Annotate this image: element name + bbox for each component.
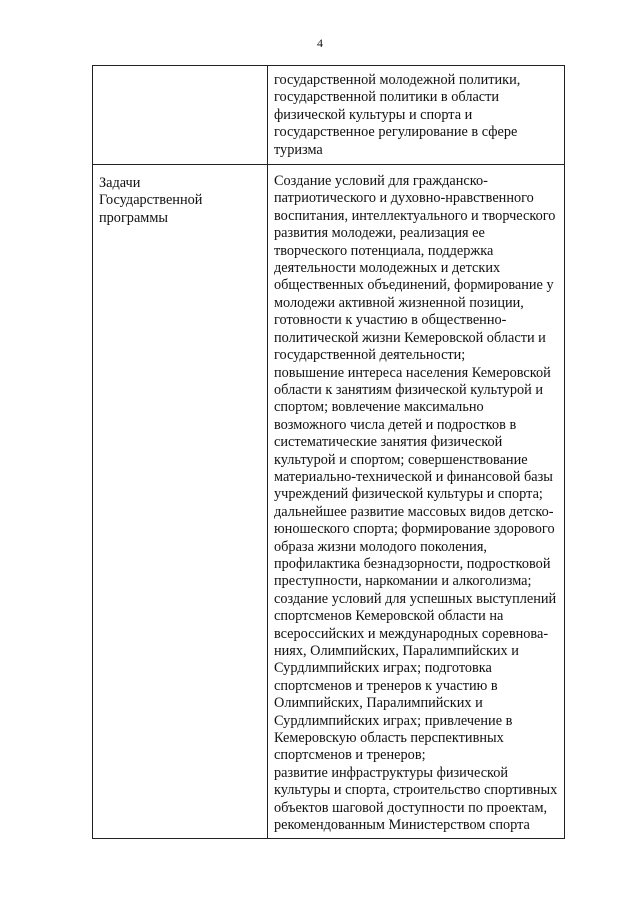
text-line: государственное регулирование в сфере bbox=[274, 124, 518, 141]
text-line: развитие инфраструктуры физической bbox=[274, 764, 509, 781]
text-line: учреждений физической культуры и спорта; bbox=[274, 486, 543, 503]
text-line: культуры и спорта, строительство спортивных bbox=[274, 782, 558, 799]
program-passport-table bbox=[92, 65, 565, 839]
table-row bbox=[93, 66, 565, 165]
text-line: Кемеровскую область перспективных bbox=[274, 730, 504, 747]
text-line: области к занятиям физической культурой и bbox=[274, 381, 544, 398]
row-value-cell bbox=[268, 66, 565, 165]
text-line: ниях, Олимпийских, Паралимпийских и bbox=[274, 643, 519, 659]
text-line: объектов шаговой доступности по проектам, bbox=[274, 799, 548, 816]
text-line: государственной политики в области bbox=[274, 89, 500, 106]
text-line: государственной молодежной политики, bbox=[274, 72, 521, 88]
text-line: молодежи активной жизненной позиции, bbox=[274, 294, 524, 311]
text-line: государственной деятельности; bbox=[274, 347, 466, 364]
text-line: спортсменов и тренеров; bbox=[274, 747, 426, 764]
text-line: воспитания, интеллектуального и творческого bbox=[274, 207, 556, 224]
text-line: спортсменов и тренеров к участию в bbox=[274, 677, 498, 694]
text-line: Сурдлимпийских играх; привлечение в bbox=[274, 712, 513, 729]
text-line: всероссийских и международных соревнова- bbox=[274, 625, 549, 642]
text-line: Создание условий для гражданско- bbox=[274, 173, 488, 190]
text-line: культурой и спортом; совершенствование bbox=[274, 451, 528, 468]
label-line: Государственной bbox=[99, 192, 203, 209]
text-line: развития молодежи, реализация ее bbox=[274, 225, 485, 242]
text-line: создание условий для успешных выступлений bbox=[274, 590, 557, 607]
text-line: образа жизни молодого поколения, bbox=[274, 538, 487, 555]
text-line: Сурдлимпийских играх; подготовка bbox=[274, 660, 492, 677]
text-line: Олимпийских, Паралимпийских и bbox=[274, 695, 483, 712]
label-line: программы bbox=[99, 209, 169, 226]
text-line: спортом; вовлечение максимально bbox=[274, 399, 484, 416]
label-line: Задачи bbox=[99, 175, 141, 192]
text-line: рекомендованным Министерством спорта bbox=[274, 817, 530, 834]
text-line: физической культуры и спорта и bbox=[274, 106, 473, 123]
row-label-cell bbox=[93, 165, 268, 839]
text-line: юношеского спорта; формирование здорового bbox=[274, 521, 555, 538]
text-line: повышение интереса населения Кемеровской bbox=[274, 364, 551, 381]
text-line: преступности, наркомании и алкоголизма; bbox=[274, 573, 532, 590]
page-number: 4 bbox=[317, 36, 323, 50]
text-line: деятельности молодежных и детских bbox=[274, 260, 501, 277]
text-line: общественных объединений, формирование у bbox=[274, 277, 554, 294]
text-line: дальнейшее развитие массовых видов детско- bbox=[274, 503, 554, 520]
text-line: материально-технической и финансовой базы bbox=[274, 468, 553, 485]
text-line: туризма bbox=[274, 141, 323, 158]
text-line: возможного числа детей и подростков в bbox=[274, 416, 517, 433]
text-line: спортсменов Кемеровской области на bbox=[274, 608, 504, 625]
text-line: творческого потенциала, поддержка bbox=[274, 242, 494, 259]
text-line: политической жизни Кемеровской области и bbox=[274, 329, 546, 346]
text-line: систематические занятия физической bbox=[274, 434, 503, 451]
text-line: патриотического и духовно-нравственного bbox=[274, 190, 534, 207]
row-label-cell bbox=[93, 66, 268, 165]
table-row bbox=[93, 165, 565, 839]
text-line: профилактика безнадзорности, подростковой bbox=[274, 555, 551, 572]
row-value-cell bbox=[268, 165, 565, 839]
text-line: готовности к участию в общественно- bbox=[274, 312, 507, 329]
